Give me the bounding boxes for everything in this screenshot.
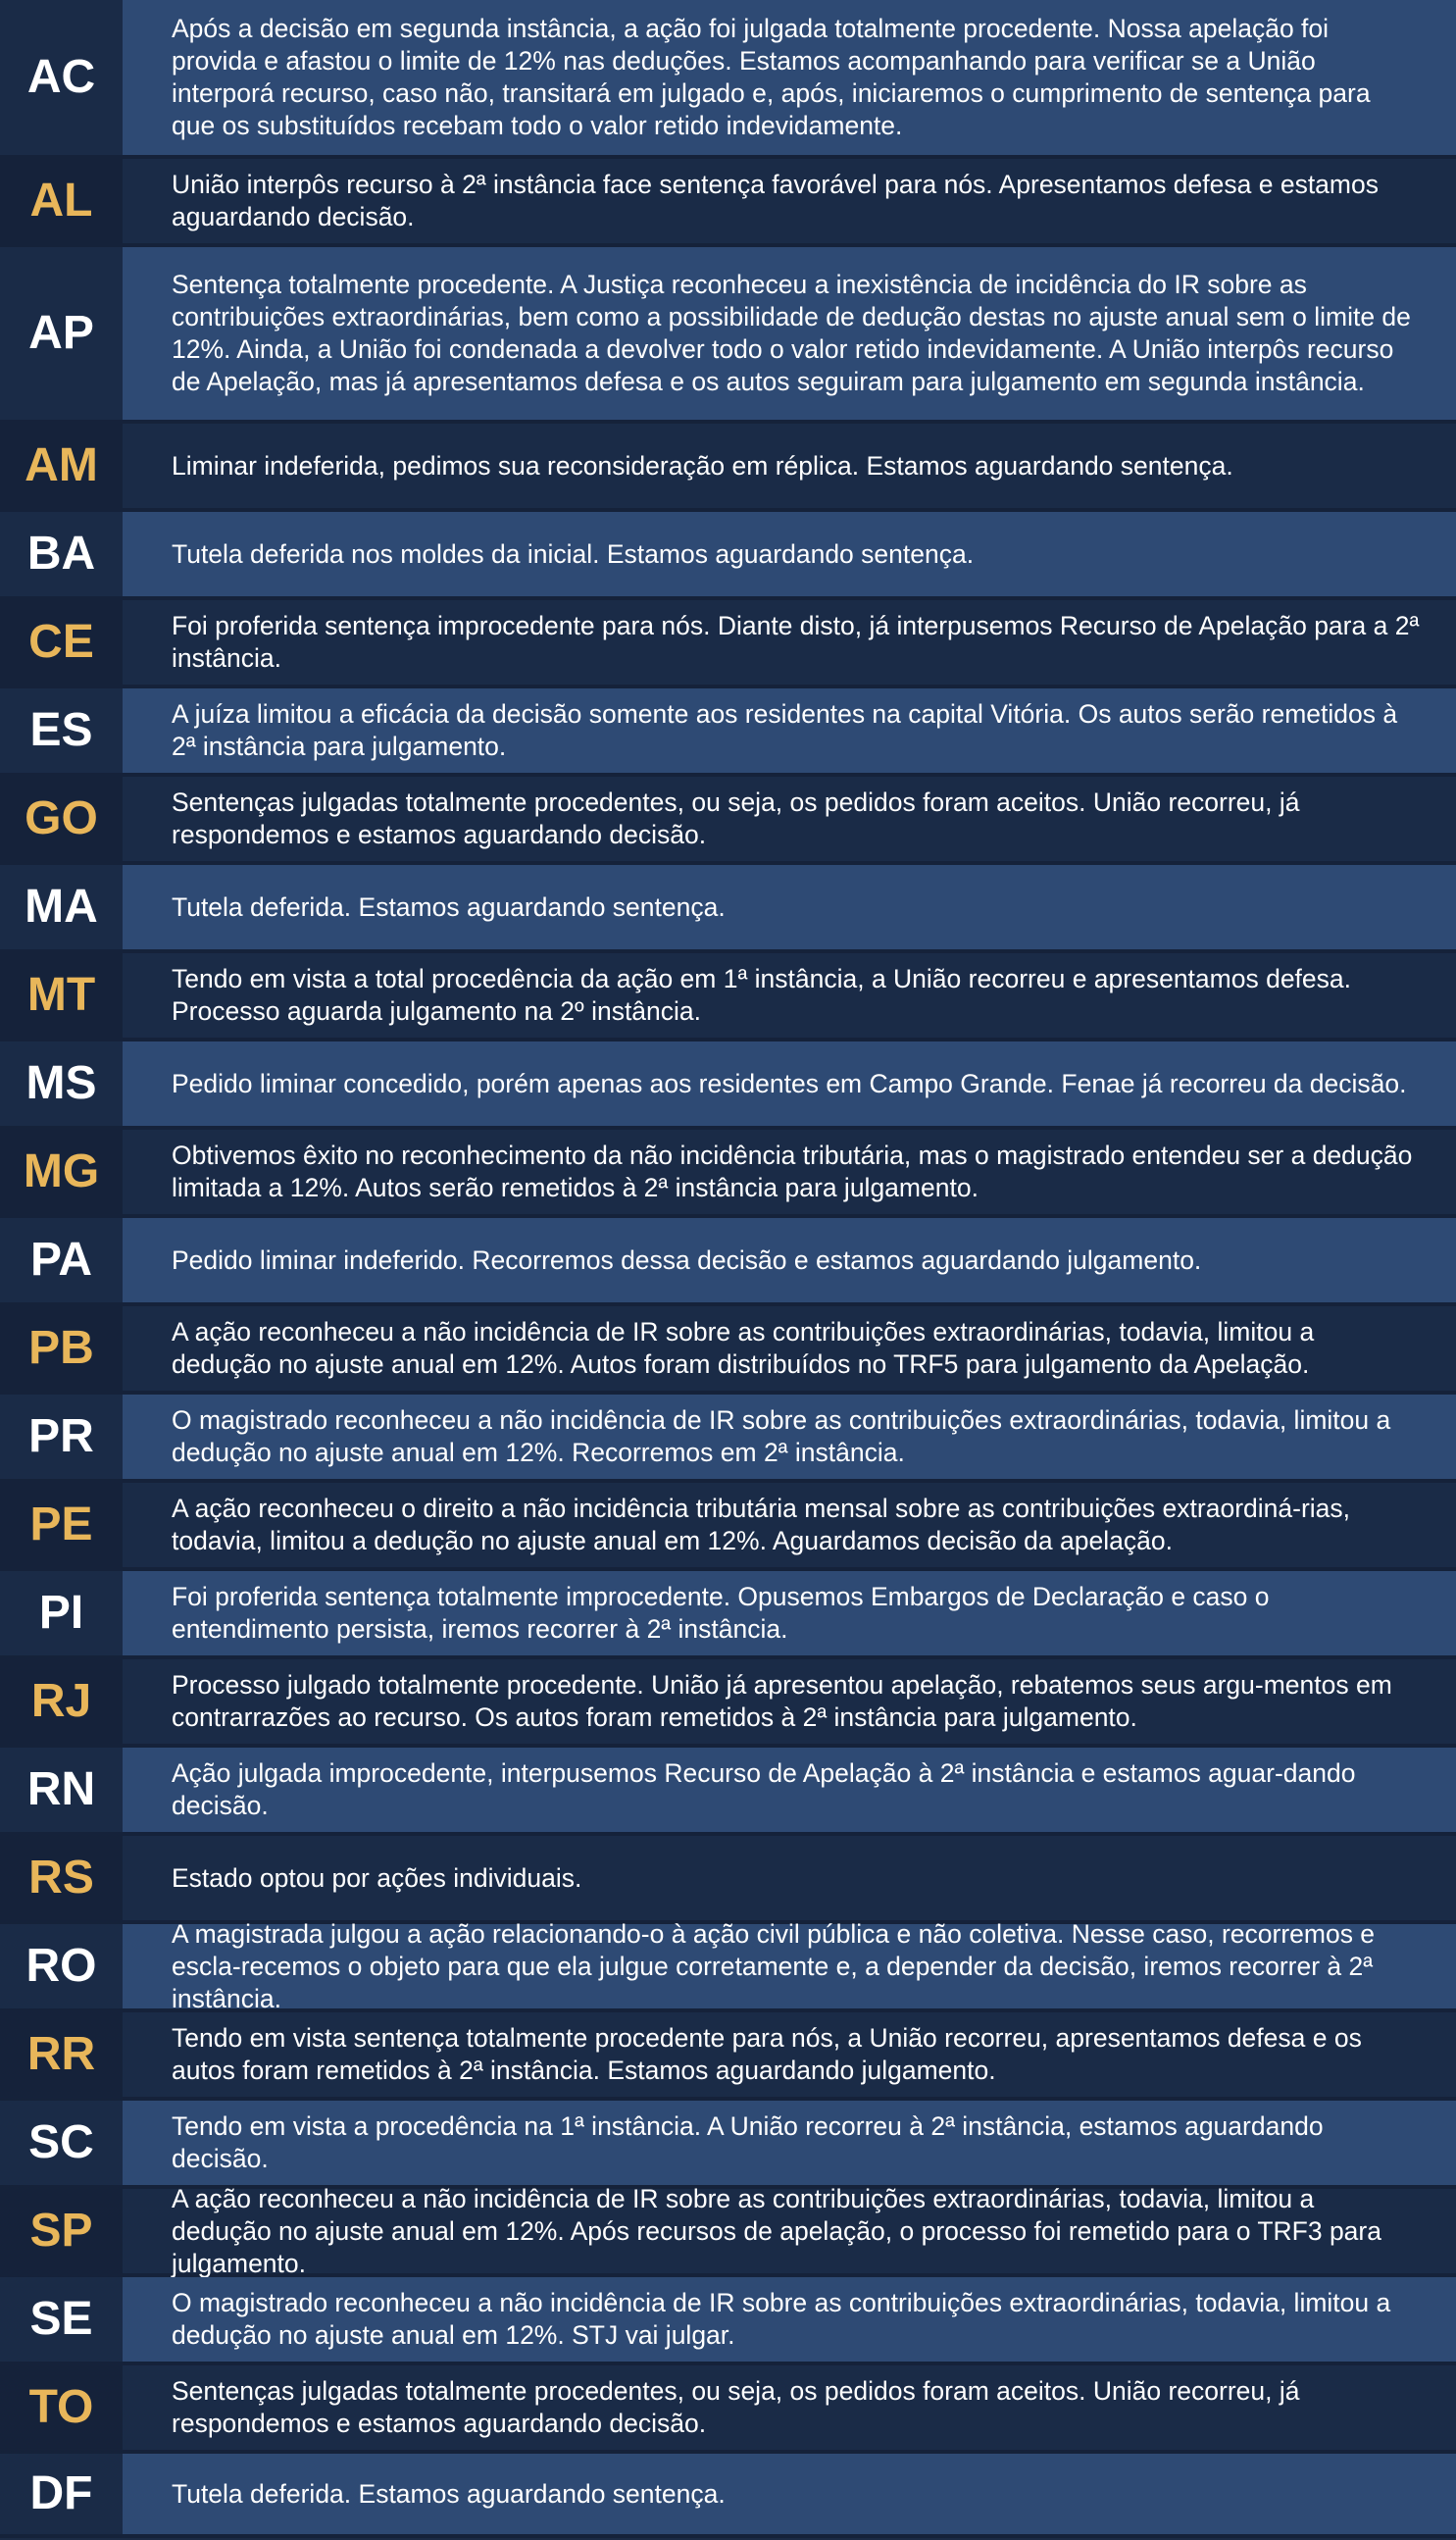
status-cell bbox=[123, 2101, 1456, 2189]
status-text: Processo julgado totalmente procedente. União já apresentou apelação, rebatemos seus argu-mentos em contrarrazões ao recurso. Os autos foram remetidos à 2ª instância para julgamento. bbox=[172, 1670, 1392, 1732]
status-text: Foi proferida sentença totalmente improcedente. Opusemos Embargos de Declaração e caso o entendimento persista, iremos recorrer à 2ª instância. bbox=[172, 1582, 1270, 1644]
status-cell bbox=[123, 1130, 1456, 1218]
state-code: PE bbox=[0, 1483, 123, 1571]
status-text: A magistrada julgou a ação relacionando-o à ação civil pública e não coletiva. Nesse caso, recorremos e escla-recemos o objeto para que ela julgue corretamente e, a depender da decisão, iremos recorrer à 2ª instância. bbox=[172, 1918, 1376, 2013]
state-code: ES bbox=[0, 688, 123, 777]
state-code: RO bbox=[0, 1924, 123, 2012]
status-text: Pedido liminar indeferido. Recorremos dessa decisão e estamos aguardando julgamento. bbox=[172, 1245, 1202, 1275]
state-code: PI bbox=[0, 1571, 123, 1659]
state-code: RN bbox=[0, 1748, 123, 1836]
state-code: DF bbox=[0, 2454, 123, 2538]
state-code: RR bbox=[0, 2012, 123, 2101]
status-text: Estado optou por ações individuais. bbox=[172, 1862, 582, 1893]
status-text: Tutela deferida. Estamos aguardando sentença. bbox=[172, 891, 726, 922]
status-text: Foi proferida sentença improcedente para nós. Diante disto, já interpusemos Recurso de Apelação para a 2ª instância. bbox=[172, 611, 1420, 673]
status-text: Tutela deferida nos moldes da inicial. Estamos aguardando sentença. bbox=[172, 538, 975, 569]
status-cell bbox=[123, 2012, 1456, 2101]
state-code: MG bbox=[0, 1130, 123, 1218]
status-text: Tendo em vista sentença totalmente procedente para nós, a União recorreu, apresentamos defesa e os autos foram remetidos à 2ª instância. Estamos aguardando julgamento. bbox=[172, 2023, 1362, 2085]
status-cell bbox=[123, 1306, 1456, 1395]
state-code: PB bbox=[0, 1306, 123, 1395]
status-cell bbox=[123, 1918, 1456, 2013]
status-text: Sentença totalmente procedente. A Justiça reconheceu a inexistência de incidência do IR sobre as contribuições extraordinárias, bem como a possibilidade de dedução destas no ajuste anual sem o limite de 12%. Ainda, a União foi condenada a devolver todo o valor retido indevidamente. A União interpôs recurso de Apelação, mas já apresentamos defesa e os autos seguiram para julgamento em segunda instância. bbox=[172, 270, 1411, 396]
state-code: PA bbox=[0, 1218, 123, 1306]
status-cell bbox=[123, 600, 1456, 688]
status-cell bbox=[123, 1041, 1456, 1130]
status-text: A ação reconheceu a não incidência de IR sobre as contribuições extraordinárias, todavia, limitou a dedução no ajuste anual em 12%. Após recursos de apelação, o processo foi remetido para o TRF3 para julgamento. bbox=[172, 2183, 1381, 2278]
state-code: AL bbox=[0, 159, 123, 247]
status-cell bbox=[123, 1483, 1456, 1571]
status-text: O magistrado reconheceu a não incidência de IR sobre as contribuições extraordinárias, todavia, limitou a dedução no ajuste anual em 12%. STJ vai julgar. bbox=[172, 2288, 1391, 2350]
status-cell bbox=[123, 1748, 1456, 1836]
status-cell bbox=[123, 865, 1456, 953]
state-code: CE bbox=[0, 600, 123, 688]
status-cell bbox=[123, 1395, 1456, 1483]
state-code: MA bbox=[0, 865, 123, 953]
status-cell bbox=[123, 2183, 1456, 2278]
status-text: A ação reconheceu a não incidência de IR sobre as contribuições extraordinárias, todavia, limitou a dedução no ajuste anual em 12%. Autos foram distribuídos no TRF5 para julgamento da Apelação. bbox=[172, 1317, 1315, 1379]
status-cell bbox=[123, 1836, 1456, 1924]
status-text: União interpôs recurso à 2ª instância face sentença favorável para nós. Apresentamos defesa e estamos aguardando decisão. bbox=[172, 170, 1379, 231]
status-cell bbox=[123, 2454, 1456, 2538]
status-cell bbox=[123, 688, 1456, 777]
status-text: Tendo em vista a procedência na 1ª instância. A União recorreu à 2ª instância, estamos aguardando decisão. bbox=[172, 2111, 1324, 2173]
state-code: GO bbox=[0, 777, 123, 865]
state-code: MT bbox=[0, 953, 123, 1041]
status-cell bbox=[123, 953, 1456, 1041]
state-code: TO bbox=[0, 2365, 123, 2454]
status-text: Sentenças julgadas totalmente procedentes, ou seja, os pedidos foram aceitos. União recorreu, já respondemos e estamos aguardando decisão. bbox=[172, 787, 1300, 849]
status-text: A ação reconheceu o direito a não incidência tributária mensal sobre as contribuições extraordiná-rias, todavia, limitou a dedução no ajuste anual em 12%. Aguardamos decisão da apelação. bbox=[172, 1494, 1351, 1555]
status-text: Após a decisão em segunda instância, a ação foi julgada totalmente procedente. Nossa apelação foi provida e afastou o limite de 12% nas deduções. Estamos acompanhando para verificar se a União interporá recurso, caso não, transitará em julgado e, após, iniciaremos o cumprimento de sentença para que os substituídos recebam todo o valor retido indevidamente. bbox=[172, 14, 1371, 140]
state-code: BA bbox=[0, 512, 123, 600]
status-text: Ação julgada improcedente, interpusemos Recurso de Apelação à 2ª instância e estamos aguar-dando decisão. bbox=[172, 1758, 1356, 1820]
status-cell bbox=[123, 424, 1456, 512]
status-text: Liminar indeferida, pedimos sua reconsideração em réplica. Estamos aguardando sentença. bbox=[172, 450, 1233, 481]
state-code: AM bbox=[0, 424, 123, 512]
status-text: Tendo em vista a total procedência da ação em 1ª instância, a União recorreu e apresentamos defesa. Processo aguarda julgamento na 2º instância. bbox=[172, 964, 1352, 1026]
state-code: SE bbox=[0, 2277, 123, 2365]
status-text: Obtivemos êxito no reconhecimento da não incidência tributária, mas o magistrado entendeu ser a dedução limitada a 12%. Autos serão remetidos à 2ª instância para julgamento. bbox=[172, 1141, 1413, 1202]
status-cell bbox=[123, 1218, 1456, 1306]
status-cell bbox=[123, 2277, 1456, 2365]
status-cell bbox=[123, 512, 1456, 600]
status-text: Tutela deferida. Estamos aguardando sentença. bbox=[172, 2478, 726, 2509]
status-cell bbox=[123, 2365, 1456, 2454]
status-cell bbox=[123, 247, 1456, 424]
state-code: AP bbox=[0, 247, 123, 424]
status-cell bbox=[123, 1659, 1456, 1748]
status-cell bbox=[123, 777, 1456, 865]
status-text: O magistrado reconheceu a não incidência de IR sobre as contribuições extraordinárias, todavia, limitou a dedução no ajuste anual em 12%. Recorremos em 2ª instância. bbox=[172, 1405, 1391, 1467]
status-text: Pedido liminar concedido, porém apenas aos residentes em Campo Grande. Fenae já recorreu da decisão. bbox=[172, 1068, 1407, 1098]
status-cell bbox=[123, 1571, 1456, 1659]
status-text: A juíza limitou a eficácia da decisão somente aos residentes na capital Vitória. Os autos serão remetidos à 2ª instância para julgamento. bbox=[172, 699, 1398, 761]
status-cell bbox=[123, 0, 1456, 159]
state-code: RS bbox=[0, 1836, 123, 1924]
state-code: RJ bbox=[0, 1659, 123, 1748]
state-code: MS bbox=[0, 1041, 123, 1130]
status-cell bbox=[123, 159, 1456, 247]
state-code: AC bbox=[0, 0, 123, 159]
status-text: Sentenças julgadas totalmente procedentes, ou seja, os pedidos foram aceitos. União recorreu, já respondemos e estamos aguardando decisão. bbox=[172, 2376, 1300, 2438]
state-code: SC bbox=[0, 2101, 123, 2189]
state-code: SP bbox=[0, 2189, 123, 2277]
state-code: PR bbox=[0, 1395, 123, 1483]
